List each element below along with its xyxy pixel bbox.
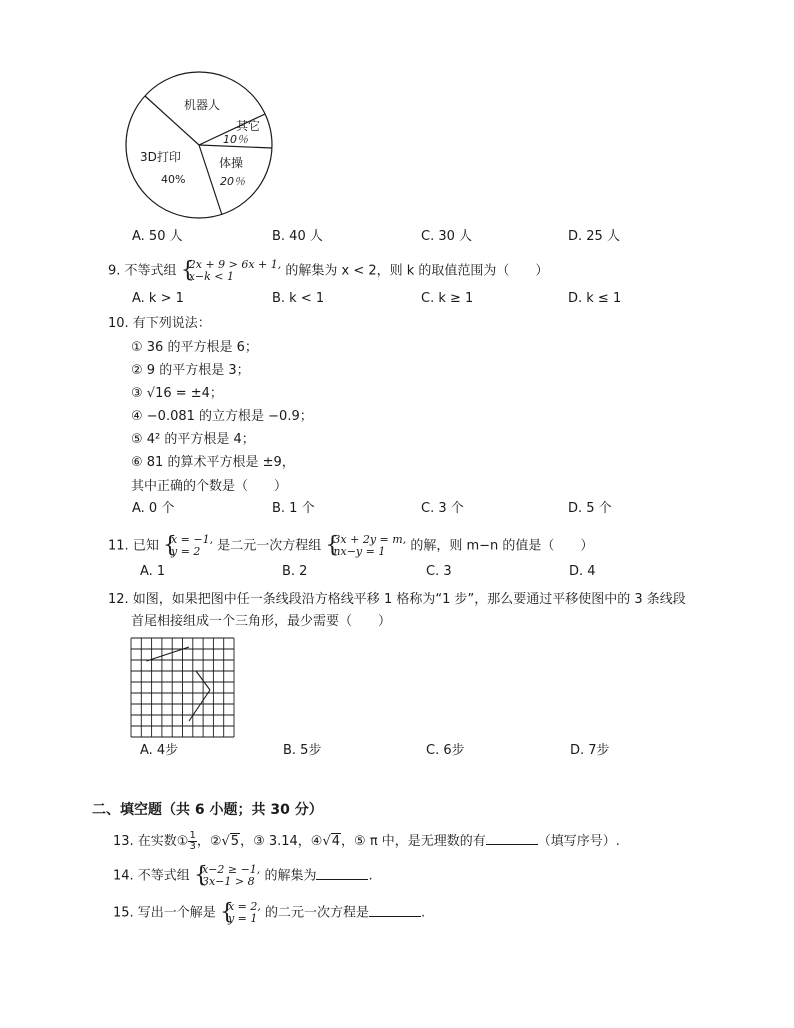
q11-system-2 (325, 534, 406, 558)
q10-question: 其中正确的个数是（ ） (131, 479, 288, 494)
q11-sys1-row-1: x = −1, (170, 533, 214, 546)
q14-sys-row-1: x−2 ≥ −1, (201, 863, 261, 876)
q15-system (220, 901, 261, 925)
q13-fraction (188, 831, 196, 852)
question-13 (113, 831, 620, 852)
q8-option-b[interactable]: B. 40 人 (272, 229, 323, 244)
q15-post: 的二元一次方程是 (265, 905, 370, 921)
brace-icon: { (325, 533, 340, 558)
q9-option-a[interactable]: A. k > 1 (132, 291, 184, 306)
q11-number: 11. (108, 538, 129, 554)
q10-item-1: ① 36 的平方根是 6； (131, 340, 258, 355)
q11-sys1-row-2: y = 2 (170, 545, 201, 558)
question-14 (113, 864, 373, 888)
q13-pre: 13. 在实数① (113, 834, 189, 849)
q11-option-a[interactable]: A. 1 (140, 564, 166, 579)
q9-system (181, 259, 282, 283)
q9-option-c[interactable]: C. k ≥ 1 (421, 291, 474, 306)
segment-3 (189, 690, 210, 721)
pie-label-printing: 3D打印 (140, 150, 181, 164)
q13-frac-den: 3 (189, 841, 196, 852)
q10-option-c[interactable]: C. 3 个 (421, 501, 464, 516)
q14-sys-row-2: 3x−1 > 8 (201, 875, 255, 888)
q15-sys-row-2: y = 1 (227, 912, 258, 925)
q14-post: 的解集为 (264, 868, 317, 884)
q10-item-4: ④ −0.081 的立方根是 −0.9； (131, 409, 313, 424)
q10-option-b[interactable]: B. 1 个 (272, 501, 315, 516)
q11-option-c[interactable]: C. 3 (426, 564, 452, 579)
pie-label-robot: 机器人 (184, 98, 221, 112)
q11-option-b[interactable]: B. 2 (282, 564, 308, 579)
q15-tail: . (421, 905, 426, 921)
q11-mid: 是二元一次方程组 (217, 538, 322, 554)
q12-option-b[interactable]: B. 5步 (283, 743, 322, 758)
q13-mid2: ，③ 3.14，④ (240, 834, 323, 849)
q10-option-a[interactable]: A. 0 个 (132, 501, 175, 516)
q13-frac-num: 1 (189, 830, 196, 841)
q12-line-2: 首尾相接组成一个三角形，最少需要（ ） (131, 614, 392, 629)
q10-option-d[interactable]: D. 5 个 (568, 501, 612, 516)
q9-option-d[interactable]: D. k ≤ 1 (568, 291, 622, 306)
grid-lines (131, 638, 234, 737)
q8-option-a[interactable]: A. 50 人 (132, 229, 183, 244)
q13-sqrt-1: 5 (230, 834, 240, 849)
pie-value-printing: 40% (161, 173, 186, 186)
q11-sys2-row-1: 3x + 2y = m, (333, 533, 407, 546)
q14-pre: 14. 不等式组 (113, 868, 190, 884)
section-2-title: 二、填空题（共 6 小题；共 30 分） (92, 802, 323, 818)
q11-sys2-row-2: nx−y = 1 (333, 545, 386, 558)
q11-pre: 已知 (132, 538, 159, 554)
q15-sys-row-1: x = 2, (227, 900, 261, 913)
q10-stem: 10. 有下列说法： (108, 316, 211, 331)
q9-sys-row-1: 2x + 9 > 6x + 1, (188, 258, 282, 271)
sqrt-icon: √ (322, 834, 331, 849)
question-15 (113, 901, 425, 925)
q12-option-c[interactable]: C. 6步 (426, 743, 465, 758)
pie-value-other: 10％ (223, 133, 248, 146)
q10-item-6: ⑥ 81 的算术平方根是 ±9， (131, 455, 295, 470)
q11-post: 的解，则 m−n 的值是（ ） (410, 538, 594, 554)
question-9 (108, 259, 548, 283)
q11-option-d[interactable]: D. 4 (569, 564, 596, 579)
q14-tail: . (368, 868, 373, 884)
question-11 (108, 534, 593, 558)
q15-pre: 15. 写出一个解是 (113, 905, 216, 921)
q10-item-3: ③ √16 = ±4； (131, 386, 223, 401)
q8-option-c[interactable]: C. 30 人 (421, 229, 473, 244)
q9-option-b[interactable]: B. k < 1 (272, 291, 325, 306)
q13-answer-blank[interactable] (486, 831, 538, 845)
q12-line-1: 12. 如图，如果把图中任一条线段沿方格线平移 1 格称为“1 步”，那么要通过平移使图中的 3 条线段 (108, 592, 686, 607)
brace-icon: { (162, 533, 177, 558)
pie-label-other: 其它 (236, 119, 261, 133)
q13-mid1: ，② (196, 834, 222, 849)
q12-option-a[interactable]: A. 4步 (140, 743, 179, 758)
brace-icon: { (193, 863, 208, 888)
q10-item-5: ⑤ 4² 的平方根是 4； (131, 432, 255, 447)
pie-value-gym: 20％ (220, 175, 245, 188)
q14-system (194, 864, 260, 888)
q9-post: 的解集为 x < 2，则 k 的取值范围为（ ） (285, 263, 549, 279)
q13-sqrt-2: 4 (331, 834, 341, 849)
q13-post: ，⑤ π 中，是无理数的有 (341, 834, 486, 849)
q9-pre: 不等式组 (124, 263, 177, 279)
sqrt-icon: √ (221, 834, 230, 849)
brace-icon: { (219, 900, 234, 925)
q13-tail: （填写序号）. (537, 834, 620, 849)
q12-option-d[interactable]: D. 7步 (570, 743, 610, 758)
q8-option-d[interactable]: D. 25 人 (568, 229, 620, 244)
q9-number: 9. (108, 263, 121, 279)
q11-system-1 (163, 534, 213, 558)
q9-sys-row-2: x−k < 1 (188, 270, 234, 283)
q10-item-2: ② 9 的平方根是 3； (131, 363, 250, 378)
q14-answer-blank[interactable] (316, 866, 368, 880)
grid-figure (129, 636, 237, 738)
brace-icon: { (180, 258, 195, 283)
pie-label-gym: 体操 (219, 156, 244, 170)
pie-chart (120, 66, 280, 226)
q15-answer-blank[interactable] (369, 903, 421, 917)
